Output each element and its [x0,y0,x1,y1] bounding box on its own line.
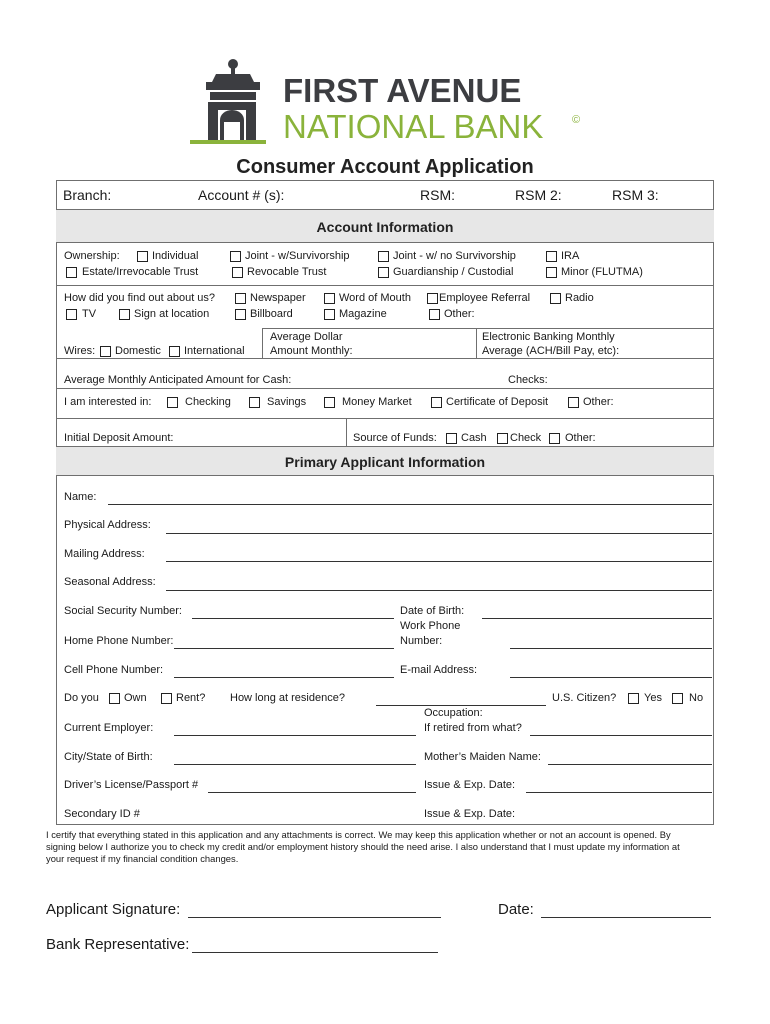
account-info-title: Account Information [316,219,454,235]
building-pillar-icon [188,56,274,146]
option-magazine: Magazine [339,308,387,320]
wires-label: Wires: [64,345,96,357]
checkbox-certificate-deposit[interactable] [431,397,442,408]
ownership-label: Ownership: [64,250,120,262]
mailing-address-field[interactable] [166,561,712,562]
brand-name-line2: NATIONAL BANK [283,108,544,145]
rsm3-label: RSM 3: [612,187,659,203]
option-money-market: Money Market [342,396,412,408]
cell-phone-field[interactable] [174,677,394,678]
license-field[interactable] [208,792,416,793]
checkbox-other-found[interactable] [429,309,440,320]
checkbox-sign-location[interactable] [119,309,130,320]
checkbox-money-market[interactable] [324,397,335,408]
issue-exp-label-2: Issue & Exp. Date: [424,808,516,820]
option-international: International [184,345,245,357]
ebank-label-2: Average (ACH/Bill Pay, etc): [482,345,620,357]
checkbox-citizen-yes[interactable] [628,693,639,704]
employer-field[interactable] [174,735,416,736]
license-label: Driver’s License/Passport # [64,779,199,791]
checks-label: Checks: [508,374,548,386]
home-phone-label: Home Phone Number: [64,635,174,647]
divider [262,328,263,358]
work-phone-label-2: Number: [400,635,443,647]
option-cash: Cash [461,432,487,444]
option-citizen-no: No [689,692,704,704]
maiden-name-field[interactable] [548,764,712,765]
home-phone-field[interactable] [174,648,394,649]
bank-logo [188,56,588,148]
option-individual: Individual [152,250,199,262]
checkbox-guardianship[interactable] [378,267,389,278]
checkbox-newspaper[interactable] [235,293,246,304]
seasonal-address-field[interactable] [166,590,712,591]
checkbox-check[interactable] [497,433,508,444]
name-field[interactable] [108,504,712,505]
checkbox-individual[interactable] [137,251,148,262]
ssn-field[interactable] [192,618,394,619]
email-field[interactable] [510,677,712,678]
option-rent: Rent? [176,692,206,704]
page-title: Consumer Account Application [236,156,534,178]
certify-text-3: your request if my financial condition changes. [46,853,239,864]
divider [56,358,714,359]
checkbox-checking[interactable] [167,397,178,408]
avg-dollar-label-2: Amount Monthly: [270,345,353,357]
do-you-label: Do you [64,692,99,704]
physical-address-field[interactable] [166,533,712,534]
interested-label: I am interested in: [64,396,152,408]
funds-label: Source of Funds: [353,432,437,444]
city-birth-label: City/State of Birth: [64,751,153,763]
checkbox-word-of-mouth[interactable] [324,293,335,304]
option-joint-no-survivorship: Joint - w/ no Survivorship [393,250,516,262]
issue-exp-label-1: Issue & Exp. Date: [424,779,516,791]
option-domestic: Domestic [115,345,161,357]
option-radio: Radio [565,292,594,304]
found-label: How did you find out about us? [64,292,216,304]
city-birth-field[interactable] [174,764,416,765]
divider [346,418,347,446]
mailing-address-label: Mailing Address: [64,548,145,560]
cash-label: Average Monthly Anticipated Amount for Cash: [64,374,292,386]
deposit-label: Initial Deposit Amount: [64,432,174,444]
work-phone-field[interactable] [510,648,712,649]
primary-applicant-title: Primary Applicant Information [284,454,486,470]
option-word-of-mouth: Word of Mouth [339,292,411,304]
option-checking: Checking [185,396,231,408]
work-phone-label-1: Work Phone [400,620,461,632]
cell-phone-label: Cell Phone Number: [64,664,164,676]
brand-name-line1: FIRST AVENUE [283,72,522,109]
applicant-signature-field[interactable] [188,917,441,918]
branch-label: Branch: [63,187,112,203]
how-long-label: How long at residence? [230,692,345,704]
employer-label: Current Employer: [64,722,154,734]
bank-rep-field[interactable] [192,952,438,953]
option-joint-survivorship: Joint - w/Survivorship [245,250,350,262]
divider [56,388,714,389]
rsm2-label: RSM 2: [515,187,562,203]
checkbox-billboard[interactable] [235,309,246,320]
option-employee-referral: Employee Referral [439,292,531,304]
checkbox-rent[interactable] [161,693,172,704]
occupation-label-1: Occupation: [424,707,483,719]
seasonal-address-label: Seasonal Address: [64,576,156,588]
option-savings: Savings [267,396,307,408]
checkbox-domestic[interactable] [100,346,111,357]
maiden-name-label: Mother’s Maiden Name: [424,751,541,763]
physical-address-label: Physical Address: [64,519,151,531]
account-number-label: Account # (s): [198,187,285,203]
option-other-interest: Other: [583,396,614,408]
primary-applicant-header [56,446,714,476]
checkbox-joint-no-survivorship[interactable] [378,251,389,262]
option-guardianship: Guardianship / Custodial [393,266,514,278]
secondary-id-label: Secondary ID # [64,808,140,820]
option-ira: IRA [561,250,580,262]
dob-label: Date of Birth: [400,605,465,617]
applicant-signature-label: Applicant Signature: [46,901,181,918]
issue-exp-field-1[interactable] [526,792,712,793]
name-label: Name: [64,491,97,503]
checkbox-tv[interactable] [66,309,77,320]
checkbox-cash[interactable] [446,433,457,444]
bank-rep-label: Bank Representative: [46,936,190,953]
certify-text-2: signing below I authorize you to check my credit and/or employment history should the need arise. I also understand that I must update my information at [46,841,680,852]
brand-mark: © [572,114,581,126]
ssn-label: Social Security Number: [64,605,182,617]
avg-dollar-label-1: Average Dollar [270,331,343,343]
option-certificate-deposit: Certificate of Deposit [446,396,549,408]
dob-field[interactable] [482,618,712,619]
checkbox-radio[interactable] [550,293,561,304]
checkbox-other-funds[interactable] [549,433,560,444]
email-label: E-mail Address: [400,664,478,676]
divider [56,418,714,419]
checkbox-employee-referral[interactable] [427,293,438,304]
checkbox-joint-survivorship[interactable] [230,251,241,262]
checkbox-magazine[interactable] [324,309,335,320]
divider [56,285,714,286]
option-other-funds: Other: [565,432,596,444]
divider [262,328,714,329]
option-other-found: Other: [444,308,475,320]
certify-text-1: I certify that everything stated in this application and any attachments is correct. We may keep this application whether or not an account is opened. By [46,829,671,840]
checkbox-revocable-trust[interactable] [232,267,243,278]
checkbox-international[interactable] [169,346,180,357]
occupation-label-2: If retired from what? [424,722,522,734]
option-sign-location: Sign at location [134,308,210,320]
residence-duration-field[interactable] [376,705,546,706]
checkbox-ira[interactable] [546,251,557,262]
occupation-field[interactable] [530,735,712,736]
checkbox-estate-trust[interactable] [66,267,77,278]
option-billboard: Billboard [250,308,293,320]
option-minor: Minor (FLUTMA) [561,266,643,278]
option-citizen-yes: Yes [644,692,662,704]
checkbox-savings[interactable] [249,397,260,408]
date-label: Date: [498,901,534,918]
option-newspaper: Newspaper [250,292,306,304]
checkbox-minor[interactable] [546,267,557,278]
citizen-label: U.S. Citizen? [552,692,617,704]
option-tv: TV [82,308,97,320]
ebank-label-1: Electronic Banking Monthly [482,331,615,343]
rsm-label: RSM: [420,187,455,203]
checkbox-other-interest[interactable] [568,397,579,408]
divider [476,328,477,358]
option-check: Check [510,432,542,444]
option-revocable-trust: Revocable Trust [247,266,327,278]
date-field[interactable] [541,917,711,918]
account-info-header [56,209,714,243]
checkbox-own[interactable] [109,693,120,704]
option-estate-trust: Estate/Irrevocable Trust [82,266,199,278]
option-own: Own [124,692,147,704]
checkbox-citizen-no[interactable] [672,693,683,704]
